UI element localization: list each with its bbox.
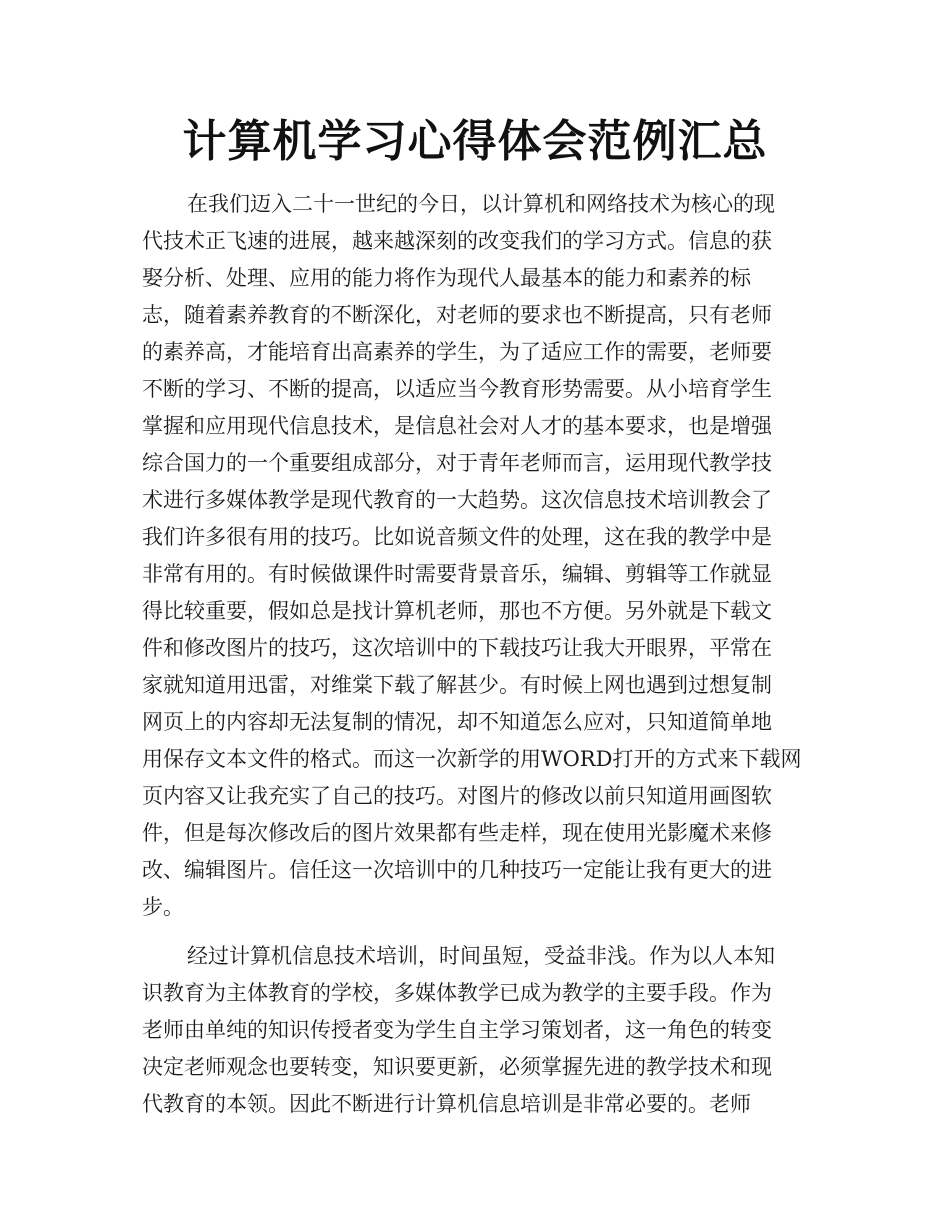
- text-line: 掌握和应用现代信息技术，是信息社会对人才的基本要求，也是增强: [142, 414, 772, 438]
- text-line: 网页上的内容却无法复制的情况，却不知道怎么应对，只知道简单地: [142, 710, 772, 734]
- text-line: 术进行多媒体教学是现代教育的一大趋势。这次信息技术培训教会了: [142, 488, 772, 512]
- text-line: 得比较重要，假如总是找计算机老师，那也不方便。另外就是下载文: [142, 599, 772, 623]
- text-line: 我们许多很有用的技巧。比如说音频文件的处理，这在我的教学中是: [142, 525, 772, 549]
- text-line: 非常有用的。有时候做课件时需要背景音乐，编辑、剪辑等工作就显: [142, 562, 772, 586]
- document-body: [142, 186, 802, 1123]
- text-line: 改、编辑图片。信任这一次培训中的几种技巧一定能让我有更大的进: [142, 858, 772, 882]
- text-line: 老师由单纯的知识传授者变为学生自主学习策划者，这一角色的转变: [142, 1018, 772, 1042]
- text-line: 综合国力的一个重要组成部分，对于青年老师而言，运用现代教学技: [142, 451, 772, 475]
- text-line: 代教育的本领。因此不断进行计算机信息培训是非常必要的。老师: [142, 1092, 751, 1116]
- text-line: 娶分析、处理、应用的能力将作为现代人最基本的能力和素养的标: [142, 266, 751, 290]
- document-title: 计算机学习心得体会范例汇总: [182, 116, 768, 167]
- text-line: 件和修改图片的技巧，这次培训中的下载技巧让我大开眼界，平常在: [142, 636, 772, 660]
- text-line: 识教育为主体教育的学校，多媒体教学已成为教学的主要手段。作为: [142, 981, 772, 1005]
- text-line: 决定老师观念也要转变，知识要更新，必须掌握先进的教学技术和现: [142, 1055, 772, 1079]
- text-line: 用保存文本文件的格式。而这一次新学的用WORD打开的方式来下载网: [142, 747, 802, 771]
- text-line: 家就知道用迅雷，对维棠下载了解甚少。有时候上网也遇到过想复制: [142, 673, 772, 697]
- text-line: 经过计算机信息技术培训，时间虽短，受益非浅。作为以人本知: [187, 944, 775, 968]
- text-line: 代技术正飞速的进展，越来越深刻的改变我们的学习方式。信息的获: [142, 229, 772, 253]
- text-line: 的素养高，才能培育出高素养的学生，为了适应工作的需要，老师要: [142, 340, 772, 364]
- text-line: 页内容又让我充实了自己的技巧。对图片的修改以前只知道用画图软: [142, 784, 772, 808]
- text-line: 件，但是每次修改后的图片效果都有些走样，现在使用光影魔术来修: [142, 821, 772, 845]
- paragraph-2: [142, 938, 802, 1123]
- text-line: 步。: [142, 895, 184, 919]
- paragraph-1: [142, 186, 802, 926]
- text-line: 志，随着素养教育的不断深化，对老师的要求也不断提高，只有老师: [142, 303, 772, 327]
- text-line: 在我们迈入二十一世纪的今日，以计算机和网络技术为核心的现: [187, 192, 775, 216]
- text-line: 不断的学习、不断的提高，以适应当今教育形势需要。从小培育学生: [142, 377, 772, 401]
